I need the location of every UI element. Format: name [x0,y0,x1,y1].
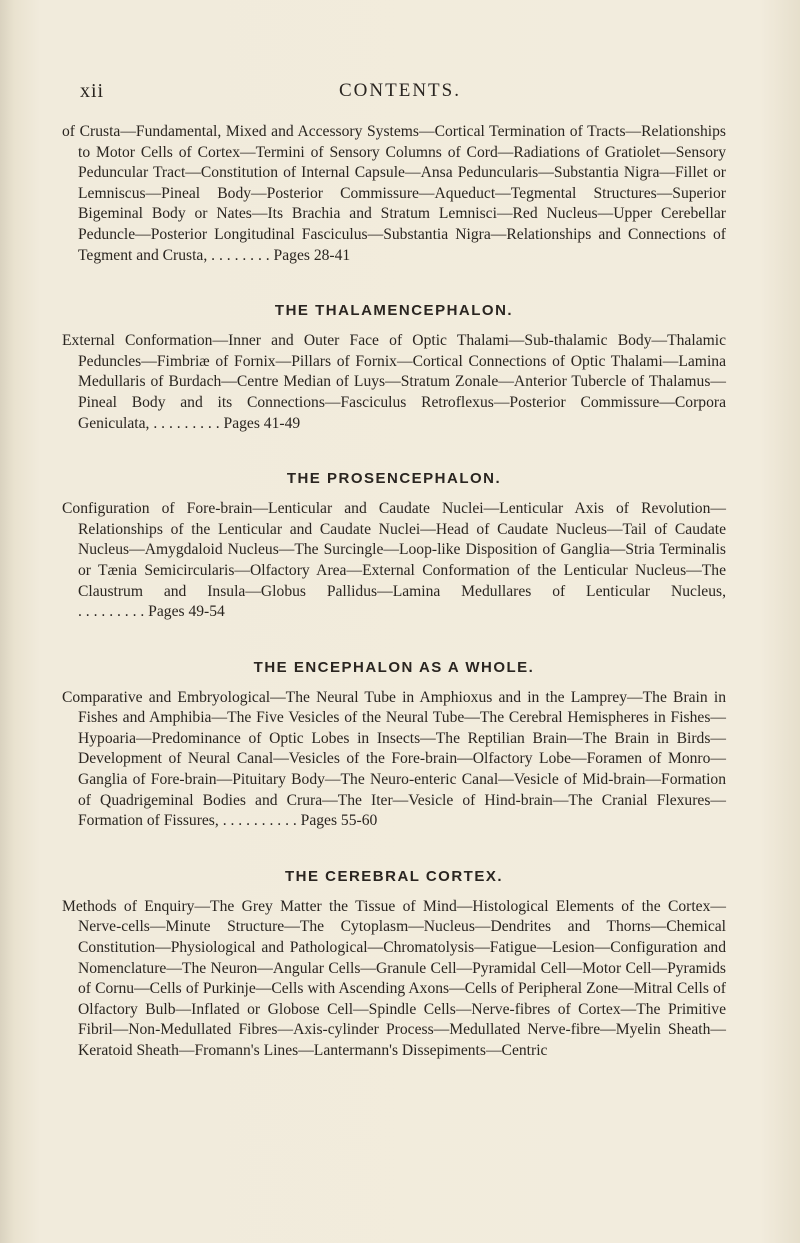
section-heading: THE THALAMENCEPHALON. [274,302,514,320]
section-heading: THE ENCEPHALON AS A WHOLE. [253,658,535,676]
contents-entry [62,688,726,832]
entry-text: Configuration of Fore-brain—Lenticular and Caudate Nuclei—Lenticular Axis of Revolution—Relationships of the Lenticular and Caudate Nuclei—Head of Caudate Nucleus—Tail of Caudate Nucleus—Amygdaloid Nucleus—The Surcingle—Loop-like Disposition of Ganglia—Stria Terminalis or Tænia Semicircularis—Olfactory Area—External Conformation of the Lenticular Nucleus—The Claustrum and Insula—Globus Pallidus—Lamina Medullares of Lenticular Nucleus, [62,500,726,600]
entry-text: External Conformation—Inner and Outer Face of Optic Thalami—Sub-thalamic Body—Thalamic Peduncles—Fimbriæ of Fornix—Pillars of Fornix—Cortical Connections of Optic Thalami—Lamina Medullaris of Burdach—Centre Median of Luys—Stratum Zonale—Anterior Tubercle of Thalamus—Pineal Body and its Connections—Fasciculus Retroflexus—Posterior Commissure—Corpora Geniculata, [62,332,726,432]
entry-text: Comparative and Embryological—The Neural Tube in Amphioxus and in the Lamprey—The Brain in Fishes and Amphibia—The Five Vesicles of the Neural Tube—The Cerebral Hemispheres in Fishes—Hypoaria—Predominance of Optic Lobes in Insects—The Reptilian Brain—The Brain in Birds—Development of Neural Canal—Vesicles of the Fore-brain—Olfactory Lobe—Foramen of Monro—Ganglia of Fore-brain—Pituitary Body—The Neuro-enteric Canal—Vesicle of Mid-brain—Formation of Quadrigeminal Bodies and Crura—The Iter—Vesicle of Hind-brain—The Cranial Flexures—Formation of Fissures, [62,688,726,830]
entry-pages: . . . . . . . . . Pages 49-54 [78,603,225,621]
section-heading: THE PROSENCEPHALON. [286,470,502,488]
entry-pages: . . . . . . . . . . Pages 55-60 [222,812,378,830]
entry-text: of Crusta—Fundamental, Mixed and Accessory Systems—Cortical Termination of Tracts—Relationships to Motor Cells of Cortex—Termini of Sensory Columns of Cord—Radiations of Gratiolet—Sensory Peduncular Tract—Constitution of Internal Capsule—Ansa Peduncularis—Substantia Nigra—Fillet or Lemniscus—Pineal Body—Posterior Commissure—Aqueduct—Tegmental Structures—Superior Bigeminal Body or Nates—Its Brachia and Stratum Lemnisci—Red Nucleus—Upper Cerebellar Peduncle—Posterior Longitudinal Fasciculus—Substantia Nigra—Relationships and Connections of Tegment and Crusta, [62,123,726,264]
section-heading: THE CEREBRAL CORTEX. [284,867,504,885]
page-number: xii [80,80,105,102]
running-head: CONTENTS. [339,80,461,101]
entry-pages: . . . . . . . . Pages 28-41 [211,246,351,264]
contents-entry [62,499,726,623]
entry-text: Methods of Enquiry—The Grey Matter the Tissue of Mind—Histological Elements of the Cortex—Nerve-cells—Minute Structure—The Cytoplasm—Nucleus—Dendrites and Thorns—Chemical Constitution—Physiological and Pathological—Chromatolysis—Fatigue—Lesion—Configuration and Nomenclature—The Neuron—Angular Cells—Granule Cell—Pyramidal Cell—Motor Cell—Pyramids of Cornu—Cells of Purkinje—Cells with Ascending Axons—Cells of Peripheral Zone—Mitral Cells of Olfactory Bulb—Inflated or Globose Cell—Spindle Cells—Nerve-fibres of Cortex—The Primitive Fibril—Non-Medullated Fibres—Axis-cylinder Process—Medullated Nerve-fibre—Myelin Sheath—Keratoid Sheath—Fromann's Lines—Lantermann's Dissepiments—Centric [62,897,726,1059]
contents-entry-continued [62,122,726,266]
contents-entry [62,331,726,434]
contents-body [62,122,726,1062]
contents-entry [62,897,726,1062]
entry-pages: . . . . . . . . . Pages 41-49 [153,414,301,432]
